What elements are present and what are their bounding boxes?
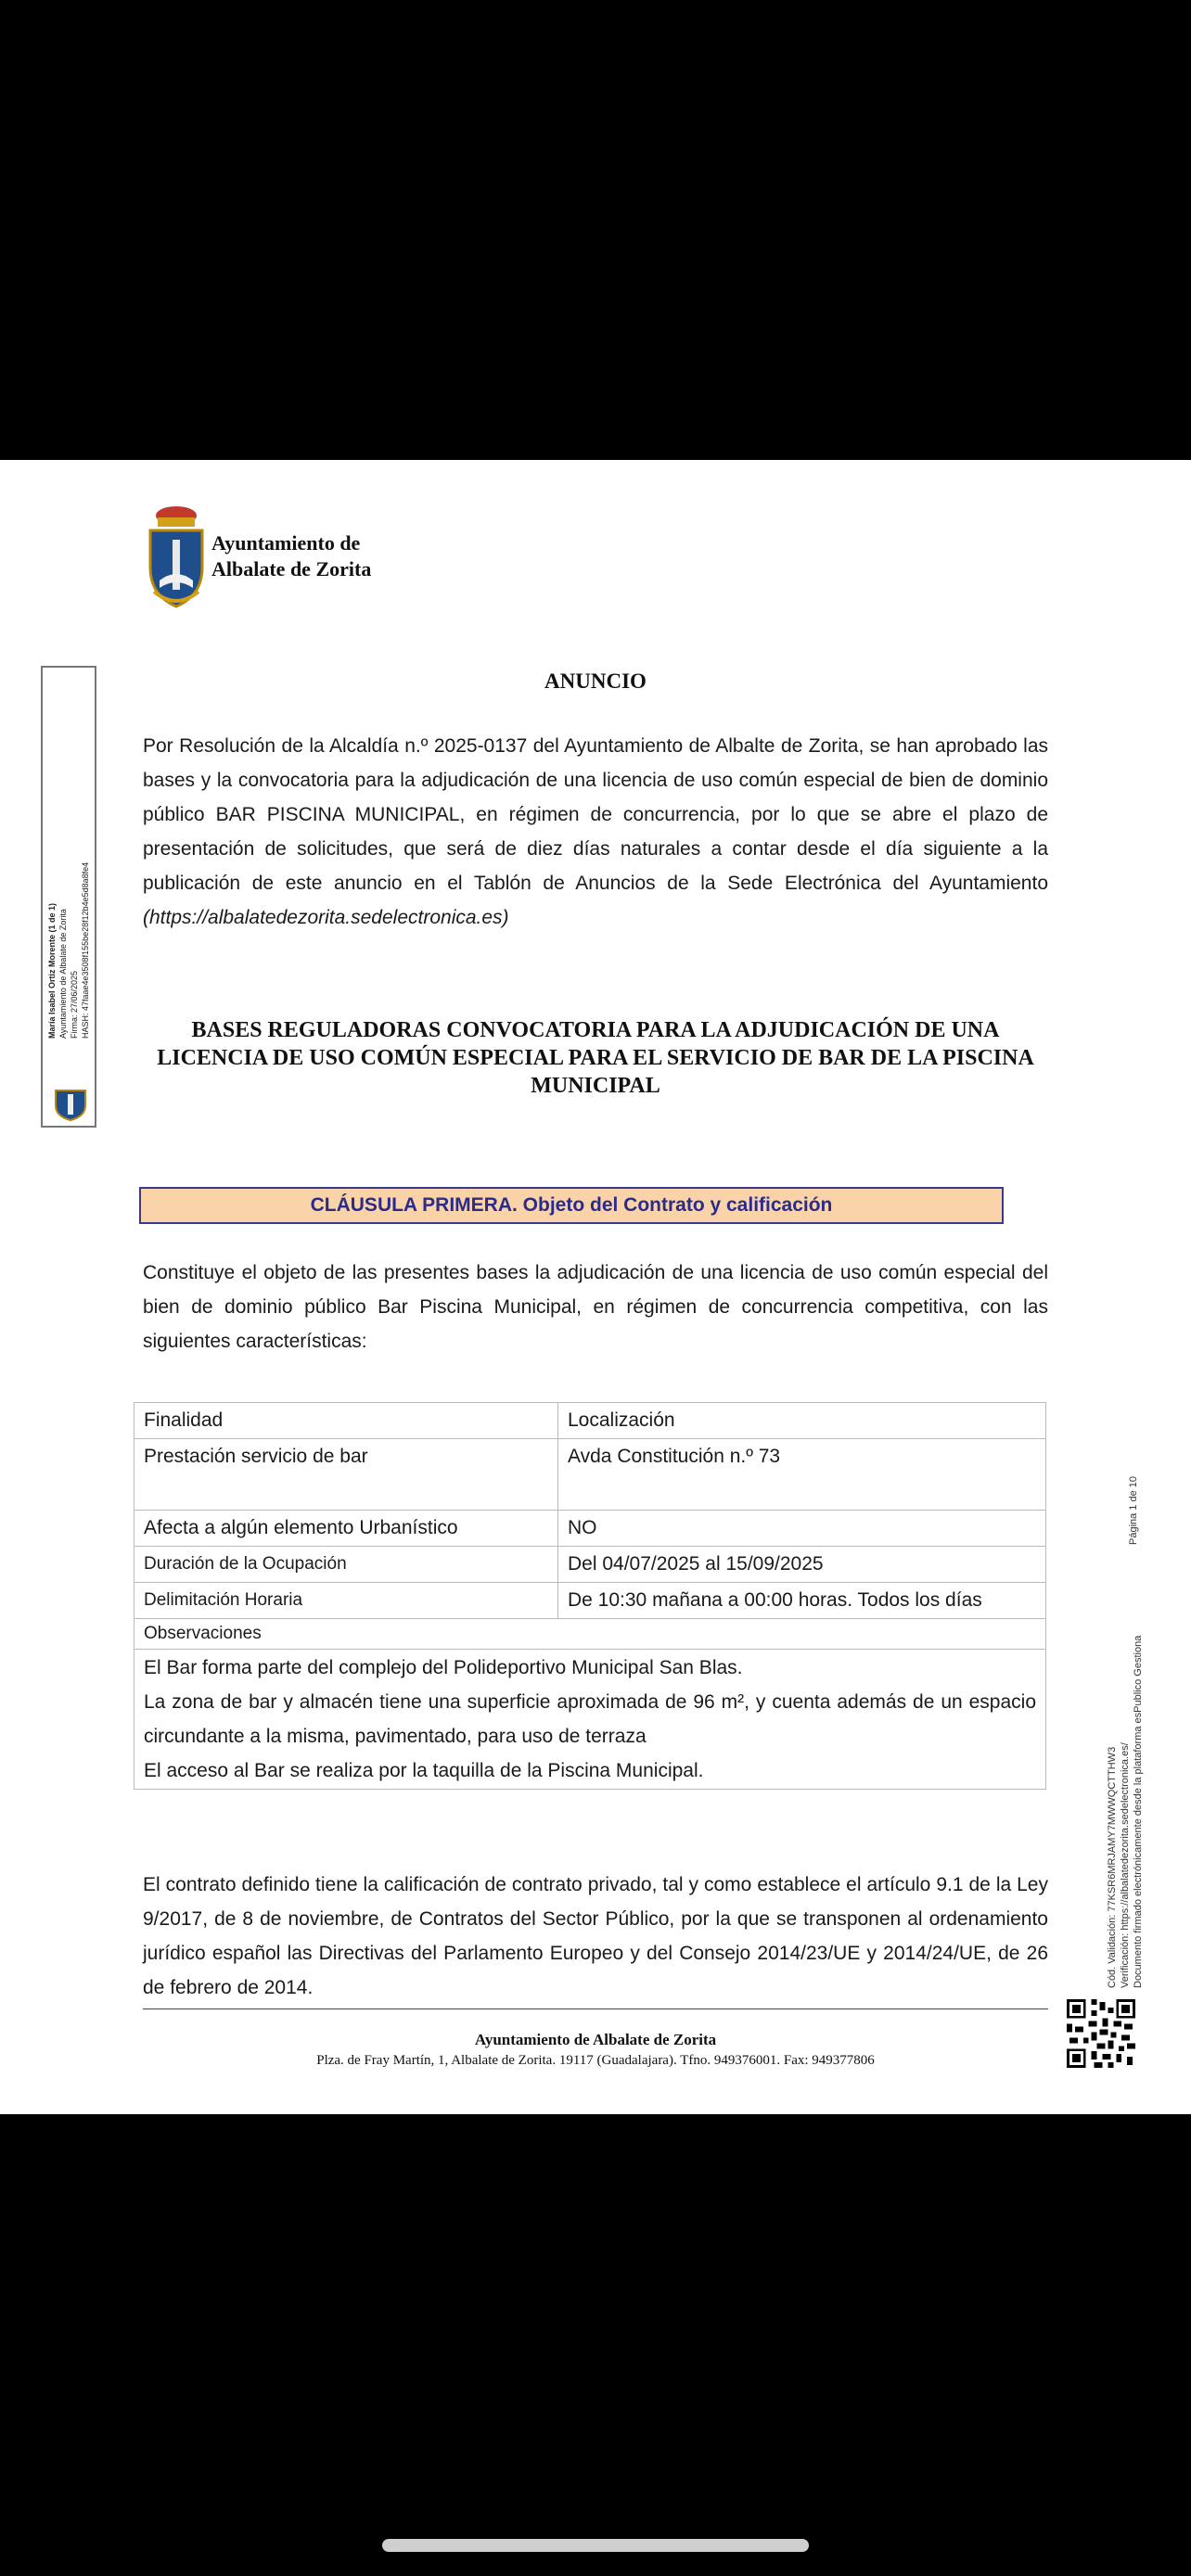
observaciones-cell bbox=[134, 1650, 1046, 1790]
table-cell: Delimitación Horaria bbox=[134, 1583, 558, 1619]
clause-heading: CLÁUSULA PRIMERA. Objeto del Contrato y calificación bbox=[139, 1187, 1004, 1224]
table-row bbox=[134, 1650, 1046, 1790]
observacion-line: La zona de bar y almacén tiene una superficie aproximada de 96 m², y cuenta además de un espacio circundante a la misma, pavimentado, para uso de terraza bbox=[144, 1691, 1036, 1747]
org-name-line1: Ayuntamiento de bbox=[211, 531, 361, 555]
table-row bbox=[134, 1619, 1046, 1650]
sede-url[interactable]: (https://albalatedezorita.sedelectronica.es) bbox=[143, 907, 509, 928]
table-row bbox=[134, 1547, 1046, 1583]
page-indicator: Página 1 de 10 bbox=[1128, 1475, 1139, 1545]
closing-paragraph: El contrato definido tiene la calificación de contrato privado, tal y como establece el artículo 9.1 de la Ley 9/2017, de 8 de noviembre, de Contratos del Sector Público, por la que se transponen al ordenamiento jurídico español las Directivas del Parlamento Europeo y del Consejo 2014/23/UE y 2014/24/UE, de 26 de febrero de 2014. bbox=[143, 1874, 1048, 1998]
stamp-seal-icon bbox=[50, 1085, 91, 1122]
table-cell: Duración de la Ocupación bbox=[134, 1547, 558, 1583]
table-cell: De 10:30 mañana a 00:00 horas. Todos los días bbox=[558, 1583, 1046, 1619]
document-title: ANUNCIO bbox=[544, 670, 647, 693]
table-row bbox=[134, 1403, 1046, 1439]
table-cell: Avda Constitución n.º 73 bbox=[558, 1439, 1046, 1511]
bases-title: BASES REGULADORAS CONVOCATORIA PARA LA ADJUDICACIÓN DE UNA LICENCIA DE USO COMÚN ESPECIAL PARA EL SERVICIO DE BAR DE LA PISCINA MUNICIPAL bbox=[157, 1018, 1034, 1098]
qr-code-icon[interactable] bbox=[1067, 1999, 1135, 2068]
table-row bbox=[134, 1439, 1046, 1511]
table-cell: Finalidad bbox=[134, 1403, 558, 1439]
coat-of-arms-logo bbox=[141, 503, 211, 612]
observacion-line: El Bar forma parte del complejo del Polideportivo Municipal San Blas. bbox=[144, 1657, 743, 1678]
table-cell: Afecta a algún elemento Urbanístico bbox=[134, 1511, 558, 1547]
table-cell: Localización bbox=[558, 1403, 1046, 1439]
stamp-line1: Ayuntamiento de Albalate de Zorita bbox=[58, 909, 68, 1039]
stamp-line2: Firma: 27/06/2025 bbox=[70, 970, 79, 1039]
signature-stamp bbox=[41, 666, 96, 1128]
clause-intro: Constituye el objeto de las presentes bases la adjudicación de una licencia de uso común especial del bien de dominio público Bar Piscina Municipal, en régimen de concurrencia competitiva, con las siguientes características: bbox=[143, 1262, 1048, 1352]
table-row bbox=[134, 1511, 1046, 1547]
verification-url[interactable]: Verificación: https://albalatedezorita.sedelectronica.es/ bbox=[1120, 1742, 1131, 1988]
home-indicator[interactable] bbox=[382, 2539, 809, 2552]
characteristics-table bbox=[134, 1402, 1046, 1790]
table-cell: Del 04/07/2025 al 15/09/2025 bbox=[558, 1547, 1046, 1583]
footer-address: Plza. de Fray Martín, 1, Albalate de Zorita. 19117 (Guadalajara). Tfno. 949376001. Fax: 949377806 bbox=[316, 2053, 875, 2068]
stamp-line3: HASH: 47faae4e3508f155be28f12b4e5d8a8fe4 bbox=[81, 861, 90, 1039]
table-cell: Prestación servicio de bar bbox=[134, 1439, 558, 1511]
table-row bbox=[134, 1583, 1046, 1619]
org-name-line2: Albalate de Zorita bbox=[211, 557, 372, 580]
announcement-paragraph bbox=[143, 729, 1048, 935]
document-page bbox=[0, 460, 1191, 2114]
signed-note: Documento firmado electrónicamente desde la plataforma esPublico Gestiona bbox=[1133, 1635, 1144, 1988]
observacion-line: El acceso al Bar se realiza por la taquilla de la Piscina Municipal. bbox=[144, 1760, 704, 1781]
organization-name bbox=[211, 530, 371, 582]
validation-side-text bbox=[1106, 1636, 1145, 1988]
stamp-text bbox=[46, 751, 91, 1039]
observaciones-label: Observaciones bbox=[134, 1619, 1046, 1650]
table-cell: NO bbox=[558, 1511, 1046, 1547]
stamp-signer: María Isabel Ortiz Morente (1 de 1) bbox=[47, 902, 57, 1039]
validation-code: Cód. Validación: 77KSR6MRJAMY7MWWQCTTHW3 bbox=[1107, 1746, 1118, 1988]
footer-organization: Ayuntamiento de Albalate de Zorita bbox=[474, 2031, 717, 2048]
announcement-text: Por Resolución de la Alcaldía n.º 2025-0137 del Ayuntamiento de Albalte de Zorita, se han aprobado las bases y la convocatoria para la adjudicación de una licencia de uso común especial de bien de dominio público BAR PISCINA MUNICIPAL, en régimen de concurrencia, por lo que se abre el plazo de presentación de solicitudes, que será de diez días naturales a contar desde el día siguiente a la publicación de este anuncio en el Tablón de Anuncios de la Sede Electrónica del Ayuntamiento bbox=[143, 735, 1048, 894]
